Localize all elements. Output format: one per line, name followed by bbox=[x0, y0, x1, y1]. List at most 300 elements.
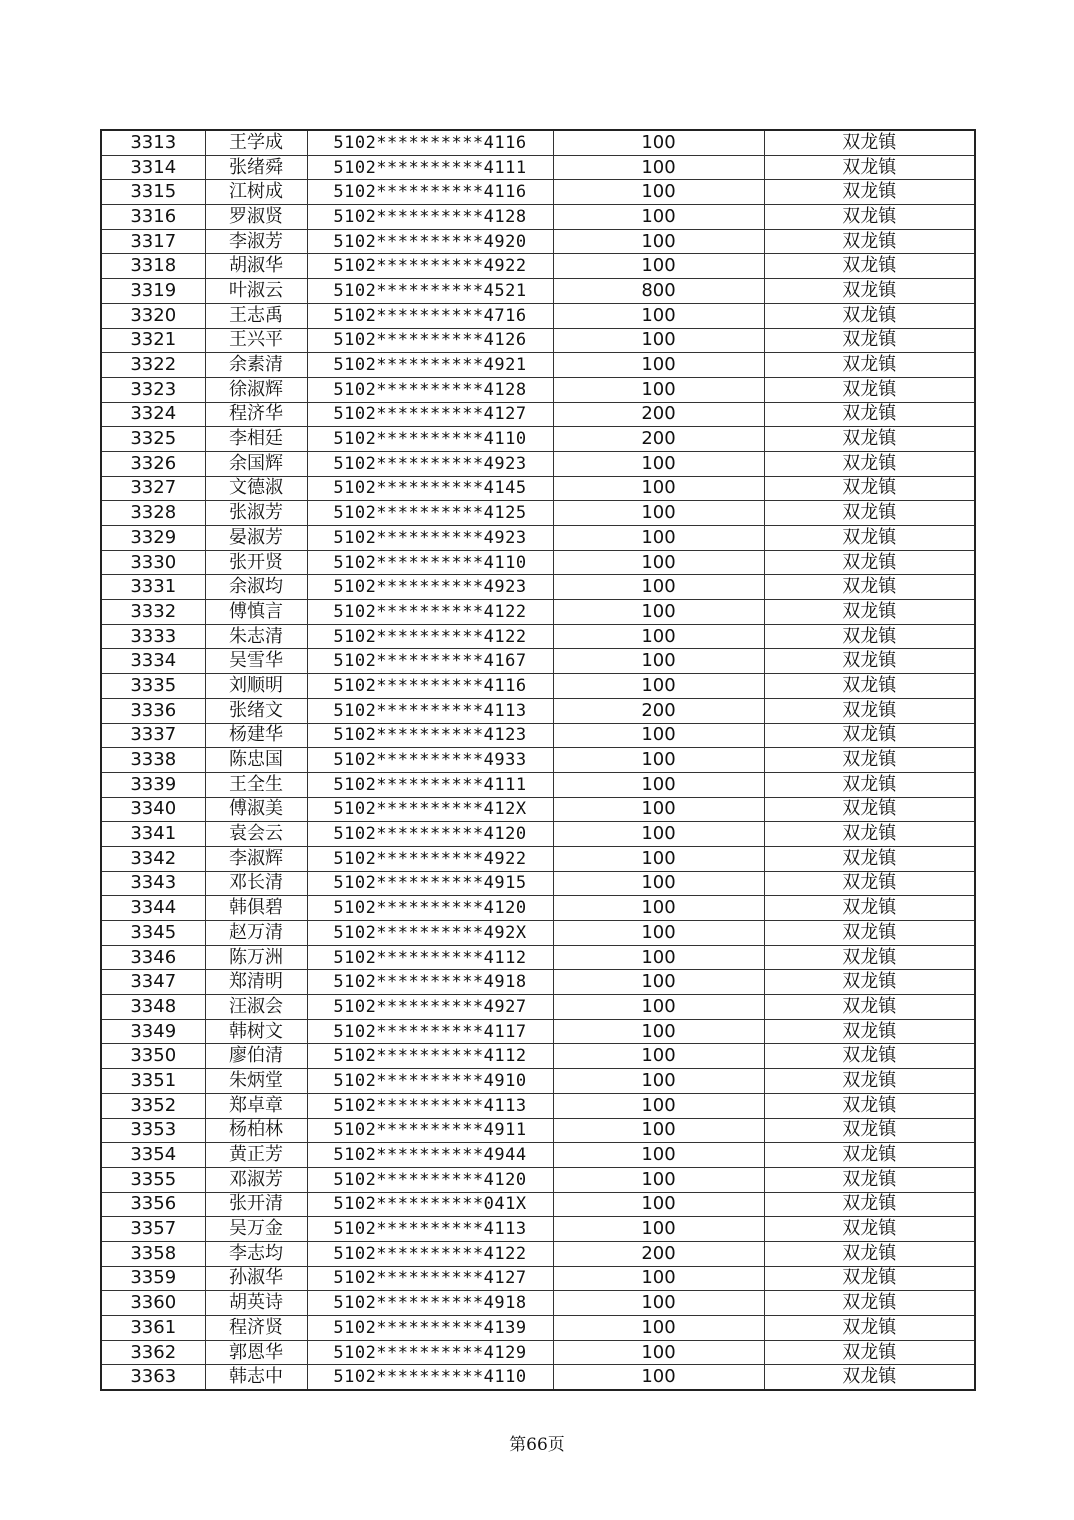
amount-cell: 100 bbox=[553, 254, 764, 279]
name-cell: 郭恩华 bbox=[205, 1340, 307, 1365]
amount-cell: 200 bbox=[553, 1241, 764, 1266]
amount-cell: 100 bbox=[553, 846, 764, 871]
town-cell: 双龙镇 bbox=[764, 1291, 975, 1316]
name-cell: 傅慎言 bbox=[205, 600, 307, 625]
id-number-cell: 5102**********4918 bbox=[307, 970, 553, 995]
table-row bbox=[101, 402, 975, 427]
town-cell: 双龙镇 bbox=[764, 377, 975, 402]
row-number-cell: 3335 bbox=[101, 674, 205, 699]
row-number-cell: 3324 bbox=[101, 402, 205, 427]
id-number-cell: 5102**********4918 bbox=[307, 1291, 553, 1316]
name-cell: 傅淑美 bbox=[205, 797, 307, 822]
name-cell: 黄正芳 bbox=[205, 1143, 307, 1168]
table-row bbox=[101, 205, 975, 230]
amount-cell: 100 bbox=[553, 1217, 764, 1242]
amount-cell: 100 bbox=[553, 501, 764, 526]
row-number-cell: 3362 bbox=[101, 1340, 205, 1365]
amount-cell: 200 bbox=[553, 698, 764, 723]
row-number-cell: 3331 bbox=[101, 575, 205, 600]
table-row bbox=[101, 871, 975, 896]
amount-cell: 100 bbox=[553, 526, 764, 551]
row-number-cell: 3325 bbox=[101, 427, 205, 452]
id-number-cell: 5102**********4128 bbox=[307, 377, 553, 402]
row-number-cell: 3316 bbox=[101, 205, 205, 230]
amount-cell: 100 bbox=[553, 1118, 764, 1143]
table-row bbox=[101, 1241, 975, 1266]
name-cell: 吴雪华 bbox=[205, 649, 307, 674]
row-number-cell: 3327 bbox=[101, 476, 205, 501]
town-cell: 双龙镇 bbox=[764, 723, 975, 748]
town-cell: 双龙镇 bbox=[764, 921, 975, 946]
table-row bbox=[101, 451, 975, 476]
name-cell: 吴万金 bbox=[205, 1217, 307, 1242]
id-number-cell: 5102**********4113 bbox=[307, 1217, 553, 1242]
name-cell: 罗淑贤 bbox=[205, 205, 307, 230]
name-cell: 杨建华 bbox=[205, 723, 307, 748]
name-cell: 李志均 bbox=[205, 1241, 307, 1266]
id-number-cell: 5102**********4110 bbox=[307, 427, 553, 452]
table-row bbox=[101, 229, 975, 254]
row-number-cell: 3342 bbox=[101, 846, 205, 871]
row-number-cell: 3329 bbox=[101, 526, 205, 551]
id-number-cell: 5102**********4120 bbox=[307, 822, 553, 847]
town-cell: 双龙镇 bbox=[764, 1192, 975, 1217]
table-row bbox=[101, 772, 975, 797]
amount-cell: 100 bbox=[553, 353, 764, 378]
amount-cell: 200 bbox=[553, 427, 764, 452]
row-number-cell: 3347 bbox=[101, 970, 205, 995]
table-row bbox=[101, 1266, 975, 1291]
id-number-cell: 5102**********4127 bbox=[307, 402, 553, 427]
id-number-cell: 5102**********4116 bbox=[307, 130, 553, 155]
name-cell: 文德淑 bbox=[205, 476, 307, 501]
row-number-cell: 3350 bbox=[101, 1044, 205, 1069]
town-cell: 双龙镇 bbox=[764, 1093, 975, 1118]
town-cell: 双龙镇 bbox=[764, 476, 975, 501]
table-row bbox=[101, 945, 975, 970]
id-number-cell: 5102**********4123 bbox=[307, 723, 553, 748]
row-number-cell: 3322 bbox=[101, 353, 205, 378]
row-number-cell: 3320 bbox=[101, 303, 205, 328]
table-row bbox=[101, 155, 975, 180]
town-cell: 双龙镇 bbox=[764, 180, 975, 205]
id-number-cell: 5102**********4923 bbox=[307, 526, 553, 551]
name-cell: 张淑芳 bbox=[205, 501, 307, 526]
name-cell: 王志禹 bbox=[205, 303, 307, 328]
id-number-cell: 5102**********4117 bbox=[307, 1019, 553, 1044]
table-row bbox=[101, 1291, 975, 1316]
town-cell: 双龙镇 bbox=[764, 896, 975, 921]
table-row bbox=[101, 797, 975, 822]
amount-cell: 100 bbox=[553, 303, 764, 328]
name-cell: 胡英诗 bbox=[205, 1291, 307, 1316]
town-cell: 双龙镇 bbox=[764, 674, 975, 699]
id-number-cell: 5102**********4113 bbox=[307, 698, 553, 723]
amount-cell: 100 bbox=[553, 723, 764, 748]
town-cell: 双龙镇 bbox=[764, 1217, 975, 1242]
row-number-cell: 3345 bbox=[101, 921, 205, 946]
row-number-cell: 3356 bbox=[101, 1192, 205, 1217]
name-cell: 李淑辉 bbox=[205, 846, 307, 871]
town-cell: 双龙镇 bbox=[764, 279, 975, 304]
id-number-cell: 5102**********4933 bbox=[307, 748, 553, 773]
table-row bbox=[101, 846, 975, 871]
row-number-cell: 3363 bbox=[101, 1365, 205, 1390]
town-cell: 双龙镇 bbox=[764, 748, 975, 773]
row-number-cell: 3313 bbox=[101, 130, 205, 155]
town-cell: 双龙镇 bbox=[764, 945, 975, 970]
table-row bbox=[101, 723, 975, 748]
town-cell: 双龙镇 bbox=[764, 1167, 975, 1192]
row-number-cell: 3334 bbox=[101, 649, 205, 674]
table-row bbox=[101, 427, 975, 452]
name-cell: 陈忠国 bbox=[205, 748, 307, 773]
town-cell: 双龙镇 bbox=[764, 328, 975, 353]
name-cell: 江树成 bbox=[205, 180, 307, 205]
name-cell: 余素清 bbox=[205, 353, 307, 378]
row-number-cell: 3344 bbox=[101, 896, 205, 921]
row-number-cell: 3352 bbox=[101, 1093, 205, 1118]
row-number-cell: 3337 bbox=[101, 723, 205, 748]
row-number-cell: 3333 bbox=[101, 624, 205, 649]
row-number-cell: 3341 bbox=[101, 822, 205, 847]
town-cell: 双龙镇 bbox=[764, 229, 975, 254]
name-cell: 郑卓章 bbox=[205, 1093, 307, 1118]
id-number-cell: 5102**********4911 bbox=[307, 1118, 553, 1143]
town-cell: 双龙镇 bbox=[764, 995, 975, 1020]
amount-cell: 100 bbox=[553, 1044, 764, 1069]
id-number-cell: 5102**********4923 bbox=[307, 451, 553, 476]
row-number-cell: 3346 bbox=[101, 945, 205, 970]
row-number-cell: 3315 bbox=[101, 180, 205, 205]
row-number-cell: 3359 bbox=[101, 1266, 205, 1291]
name-cell: 李淑芳 bbox=[205, 229, 307, 254]
id-number-cell: 5102**********4128 bbox=[307, 205, 553, 230]
table-row bbox=[101, 674, 975, 699]
town-cell: 双龙镇 bbox=[764, 1316, 975, 1341]
amount-cell: 100 bbox=[553, 377, 764, 402]
id-number-cell: 5102**********4125 bbox=[307, 501, 553, 526]
town-cell: 双龙镇 bbox=[764, 822, 975, 847]
id-number-cell: 5102**********4110 bbox=[307, 550, 553, 575]
id-number-cell: 5102**********4910 bbox=[307, 1069, 553, 1094]
id-number-cell: 5102**********412X bbox=[307, 797, 553, 822]
amount-cell: 100 bbox=[553, 155, 764, 180]
row-number-cell: 3360 bbox=[101, 1291, 205, 1316]
name-cell: 郑清明 bbox=[205, 970, 307, 995]
amount-cell: 100 bbox=[553, 1192, 764, 1217]
name-cell: 徐淑辉 bbox=[205, 377, 307, 402]
town-cell: 双龙镇 bbox=[764, 649, 975, 674]
amount-cell: 100 bbox=[553, 995, 764, 1020]
name-cell: 袁会云 bbox=[205, 822, 307, 847]
id-number-cell: 5102**********4145 bbox=[307, 476, 553, 501]
row-number-cell: 3353 bbox=[101, 1118, 205, 1143]
table-row bbox=[101, 995, 975, 1020]
table-row bbox=[101, 279, 975, 304]
amount-cell: 100 bbox=[553, 970, 764, 995]
town-cell: 双龙镇 bbox=[764, 526, 975, 551]
town-cell: 双龙镇 bbox=[764, 1118, 975, 1143]
town-cell: 双龙镇 bbox=[764, 1019, 975, 1044]
town-cell: 双龙镇 bbox=[764, 772, 975, 797]
name-cell: 杨柏林 bbox=[205, 1118, 307, 1143]
name-cell: 朱炳堂 bbox=[205, 1069, 307, 1094]
town-cell: 双龙镇 bbox=[764, 427, 975, 452]
row-number-cell: 3351 bbox=[101, 1069, 205, 1094]
name-cell: 张绪舜 bbox=[205, 155, 307, 180]
name-cell: 王学成 bbox=[205, 130, 307, 155]
name-cell: 晏淑芳 bbox=[205, 526, 307, 551]
amount-cell: 100 bbox=[553, 674, 764, 699]
amount-cell: 100 bbox=[553, 1069, 764, 1094]
amount-cell: 100 bbox=[553, 328, 764, 353]
row-number-cell: 3348 bbox=[101, 995, 205, 1020]
name-cell: 邓长清 bbox=[205, 871, 307, 896]
table-row bbox=[101, 1143, 975, 1168]
row-number-cell: 3358 bbox=[101, 1241, 205, 1266]
amount-cell: 100 bbox=[553, 1266, 764, 1291]
amount-cell: 100 bbox=[553, 1167, 764, 1192]
amount-cell: 100 bbox=[553, 921, 764, 946]
name-cell: 韩俱碧 bbox=[205, 896, 307, 921]
name-cell: 余淑均 bbox=[205, 575, 307, 600]
table-row bbox=[101, 526, 975, 551]
table-row bbox=[101, 649, 975, 674]
id-number-cell: 5102**********041X bbox=[307, 1192, 553, 1217]
table-row bbox=[101, 377, 975, 402]
amount-cell: 100 bbox=[553, 1143, 764, 1168]
town-cell: 双龙镇 bbox=[764, 254, 975, 279]
row-number-cell: 3323 bbox=[101, 377, 205, 402]
amount-cell: 100 bbox=[553, 748, 764, 773]
amount-cell: 100 bbox=[553, 945, 764, 970]
table-row bbox=[101, 1192, 975, 1217]
row-number-cell: 3318 bbox=[101, 254, 205, 279]
row-number-cell: 3332 bbox=[101, 600, 205, 625]
town-cell: 双龙镇 bbox=[764, 1069, 975, 1094]
name-cell: 胡淑华 bbox=[205, 254, 307, 279]
name-cell: 张绪文 bbox=[205, 698, 307, 723]
id-number-cell: 5102**********4921 bbox=[307, 353, 553, 378]
name-cell: 陈万洲 bbox=[205, 945, 307, 970]
table-row bbox=[101, 1217, 975, 1242]
table-row bbox=[101, 303, 975, 328]
id-number-cell: 5102**********4923 bbox=[307, 575, 553, 600]
page-number: 第66页 bbox=[509, 1435, 565, 1455]
table-row bbox=[101, 1019, 975, 1044]
name-cell: 王全生 bbox=[205, 772, 307, 797]
id-number-cell: 5102**********492X bbox=[307, 921, 553, 946]
town-cell: 双龙镇 bbox=[764, 846, 975, 871]
table-row bbox=[101, 1069, 975, 1094]
row-number-cell: 3361 bbox=[101, 1316, 205, 1341]
amount-cell: 100 bbox=[553, 772, 764, 797]
amount-cell: 100 bbox=[553, 624, 764, 649]
amount-cell: 100 bbox=[553, 451, 764, 476]
name-cell: 刘顺明 bbox=[205, 674, 307, 699]
amount-cell: 100 bbox=[553, 575, 764, 600]
id-number-cell: 5102**********4122 bbox=[307, 624, 553, 649]
name-cell: 韩志中 bbox=[205, 1365, 307, 1390]
town-cell: 双龙镇 bbox=[764, 575, 975, 600]
town-cell: 双龙镇 bbox=[764, 130, 975, 155]
table-row bbox=[101, 476, 975, 501]
id-number-cell: 5102**********4112 bbox=[307, 945, 553, 970]
id-number-cell: 5102**********4113 bbox=[307, 1093, 553, 1118]
table-row bbox=[101, 1316, 975, 1341]
row-number-cell: 3314 bbox=[101, 155, 205, 180]
town-cell: 双龙镇 bbox=[764, 1143, 975, 1168]
id-number-cell: 5102**********4112 bbox=[307, 1044, 553, 1069]
amount-cell: 100 bbox=[553, 1093, 764, 1118]
table-row bbox=[101, 1118, 975, 1143]
name-cell: 余国辉 bbox=[205, 451, 307, 476]
town-cell: 双龙镇 bbox=[764, 970, 975, 995]
table-row bbox=[101, 698, 975, 723]
amount-cell: 100 bbox=[553, 600, 764, 625]
row-number-cell: 3349 bbox=[101, 1019, 205, 1044]
id-number-cell: 5102**********4716 bbox=[307, 303, 553, 328]
amount-cell: 100 bbox=[553, 1019, 764, 1044]
amount-cell: 100 bbox=[553, 476, 764, 501]
row-number-cell: 3326 bbox=[101, 451, 205, 476]
town-cell: 双龙镇 bbox=[764, 871, 975, 896]
amount-cell: 100 bbox=[553, 1365, 764, 1390]
name-cell: 朱志清 bbox=[205, 624, 307, 649]
row-number-cell: 3354 bbox=[101, 1143, 205, 1168]
row-number-cell: 3328 bbox=[101, 501, 205, 526]
name-cell: 李相廷 bbox=[205, 427, 307, 452]
town-cell: 双龙镇 bbox=[764, 1241, 975, 1266]
table-row bbox=[101, 254, 975, 279]
town-cell: 双龙镇 bbox=[764, 353, 975, 378]
amount-cell: 800 bbox=[553, 279, 764, 304]
table-row bbox=[101, 1044, 975, 1069]
amount-cell: 100 bbox=[553, 550, 764, 575]
name-cell: 邓淑芳 bbox=[205, 1167, 307, 1192]
town-cell: 双龙镇 bbox=[764, 600, 975, 625]
id-number-cell: 5102**********4927 bbox=[307, 995, 553, 1020]
amount-cell: 200 bbox=[553, 402, 764, 427]
amount-cell: 100 bbox=[553, 205, 764, 230]
id-number-cell: 5102**********4129 bbox=[307, 1340, 553, 1365]
name-cell: 廖伯清 bbox=[205, 1044, 307, 1069]
name-cell: 孙淑华 bbox=[205, 1266, 307, 1291]
id-number-cell: 5102**********4122 bbox=[307, 600, 553, 625]
town-cell: 双龙镇 bbox=[764, 155, 975, 180]
amount-cell: 100 bbox=[553, 130, 764, 155]
name-cell: 叶淑云 bbox=[205, 279, 307, 304]
town-cell: 双龙镇 bbox=[764, 550, 975, 575]
amount-cell: 100 bbox=[553, 649, 764, 674]
amount-cell: 100 bbox=[553, 229, 764, 254]
amount-cell: 100 bbox=[553, 896, 764, 921]
town-cell: 双龙镇 bbox=[764, 1365, 975, 1390]
town-cell: 双龙镇 bbox=[764, 205, 975, 230]
town-cell: 双龙镇 bbox=[764, 451, 975, 476]
id-number-cell: 5102**********4120 bbox=[307, 896, 553, 921]
town-cell: 双龙镇 bbox=[764, 1044, 975, 1069]
amount-cell: 100 bbox=[553, 1291, 764, 1316]
row-number-cell: 3321 bbox=[101, 328, 205, 353]
name-cell: 张开贤 bbox=[205, 550, 307, 575]
row-number-cell: 3336 bbox=[101, 698, 205, 723]
id-number-cell: 5102**********4521 bbox=[307, 279, 553, 304]
row-number-cell: 3330 bbox=[101, 550, 205, 575]
table-row bbox=[101, 970, 975, 995]
id-number-cell: 5102**********4111 bbox=[307, 772, 553, 797]
name-cell: 韩树文 bbox=[205, 1019, 307, 1044]
amount-cell: 100 bbox=[553, 797, 764, 822]
table-row bbox=[101, 624, 975, 649]
id-number-cell: 5102**********4922 bbox=[307, 846, 553, 871]
id-number-cell: 5102**********4116 bbox=[307, 180, 553, 205]
table-row bbox=[101, 896, 975, 921]
table-row bbox=[101, 600, 975, 625]
name-cell: 赵万清 bbox=[205, 921, 307, 946]
id-number-cell: 5102**********4110 bbox=[307, 1365, 553, 1390]
table-row bbox=[101, 550, 975, 575]
amount-cell: 100 bbox=[553, 871, 764, 896]
name-cell: 汪淑会 bbox=[205, 995, 307, 1020]
amount-cell: 100 bbox=[553, 1340, 764, 1365]
table-row bbox=[101, 748, 975, 773]
name-cell: 张开清 bbox=[205, 1192, 307, 1217]
town-cell: 双龙镇 bbox=[764, 303, 975, 328]
name-cell: 王兴平 bbox=[205, 328, 307, 353]
id-number-cell: 5102**********4122 bbox=[307, 1241, 553, 1266]
table-row bbox=[101, 1167, 975, 1192]
table-body bbox=[101, 130, 975, 1390]
id-number-cell: 5102**********4120 bbox=[307, 1167, 553, 1192]
table-row bbox=[101, 130, 975, 155]
table-row bbox=[101, 501, 975, 526]
town-cell: 双龙镇 bbox=[764, 402, 975, 427]
id-number-cell: 5102**********4126 bbox=[307, 328, 553, 353]
table-row bbox=[101, 353, 975, 378]
row-number-cell: 3343 bbox=[101, 871, 205, 896]
row-number-cell: 3319 bbox=[101, 279, 205, 304]
row-number-cell: 3340 bbox=[101, 797, 205, 822]
id-number-cell: 5102**********4167 bbox=[307, 649, 553, 674]
row-number-cell: 3317 bbox=[101, 229, 205, 254]
id-number-cell: 5102**********4920 bbox=[307, 229, 553, 254]
town-cell: 双龙镇 bbox=[764, 698, 975, 723]
table-row bbox=[101, 328, 975, 353]
name-cell: 程济贤 bbox=[205, 1316, 307, 1341]
row-number-cell: 3338 bbox=[101, 748, 205, 773]
table-row bbox=[101, 822, 975, 847]
table-row bbox=[101, 1093, 975, 1118]
row-number-cell: 3355 bbox=[101, 1167, 205, 1192]
id-number-cell: 5102**********4922 bbox=[307, 254, 553, 279]
amount-cell: 100 bbox=[553, 180, 764, 205]
name-cell: 程济华 bbox=[205, 402, 307, 427]
amount-cell: 100 bbox=[553, 822, 764, 847]
town-cell: 双龙镇 bbox=[764, 501, 975, 526]
town-cell: 双龙镇 bbox=[764, 1266, 975, 1291]
id-number-cell: 5102**********4139 bbox=[307, 1316, 553, 1341]
table-row bbox=[101, 180, 975, 205]
amount-cell: 100 bbox=[553, 1316, 764, 1341]
table-row bbox=[101, 1340, 975, 1365]
table-row bbox=[101, 1365, 975, 1390]
table-row bbox=[101, 921, 975, 946]
row-number-cell: 3357 bbox=[101, 1217, 205, 1242]
town-cell: 双龙镇 bbox=[764, 797, 975, 822]
row-number-cell: 3339 bbox=[101, 772, 205, 797]
